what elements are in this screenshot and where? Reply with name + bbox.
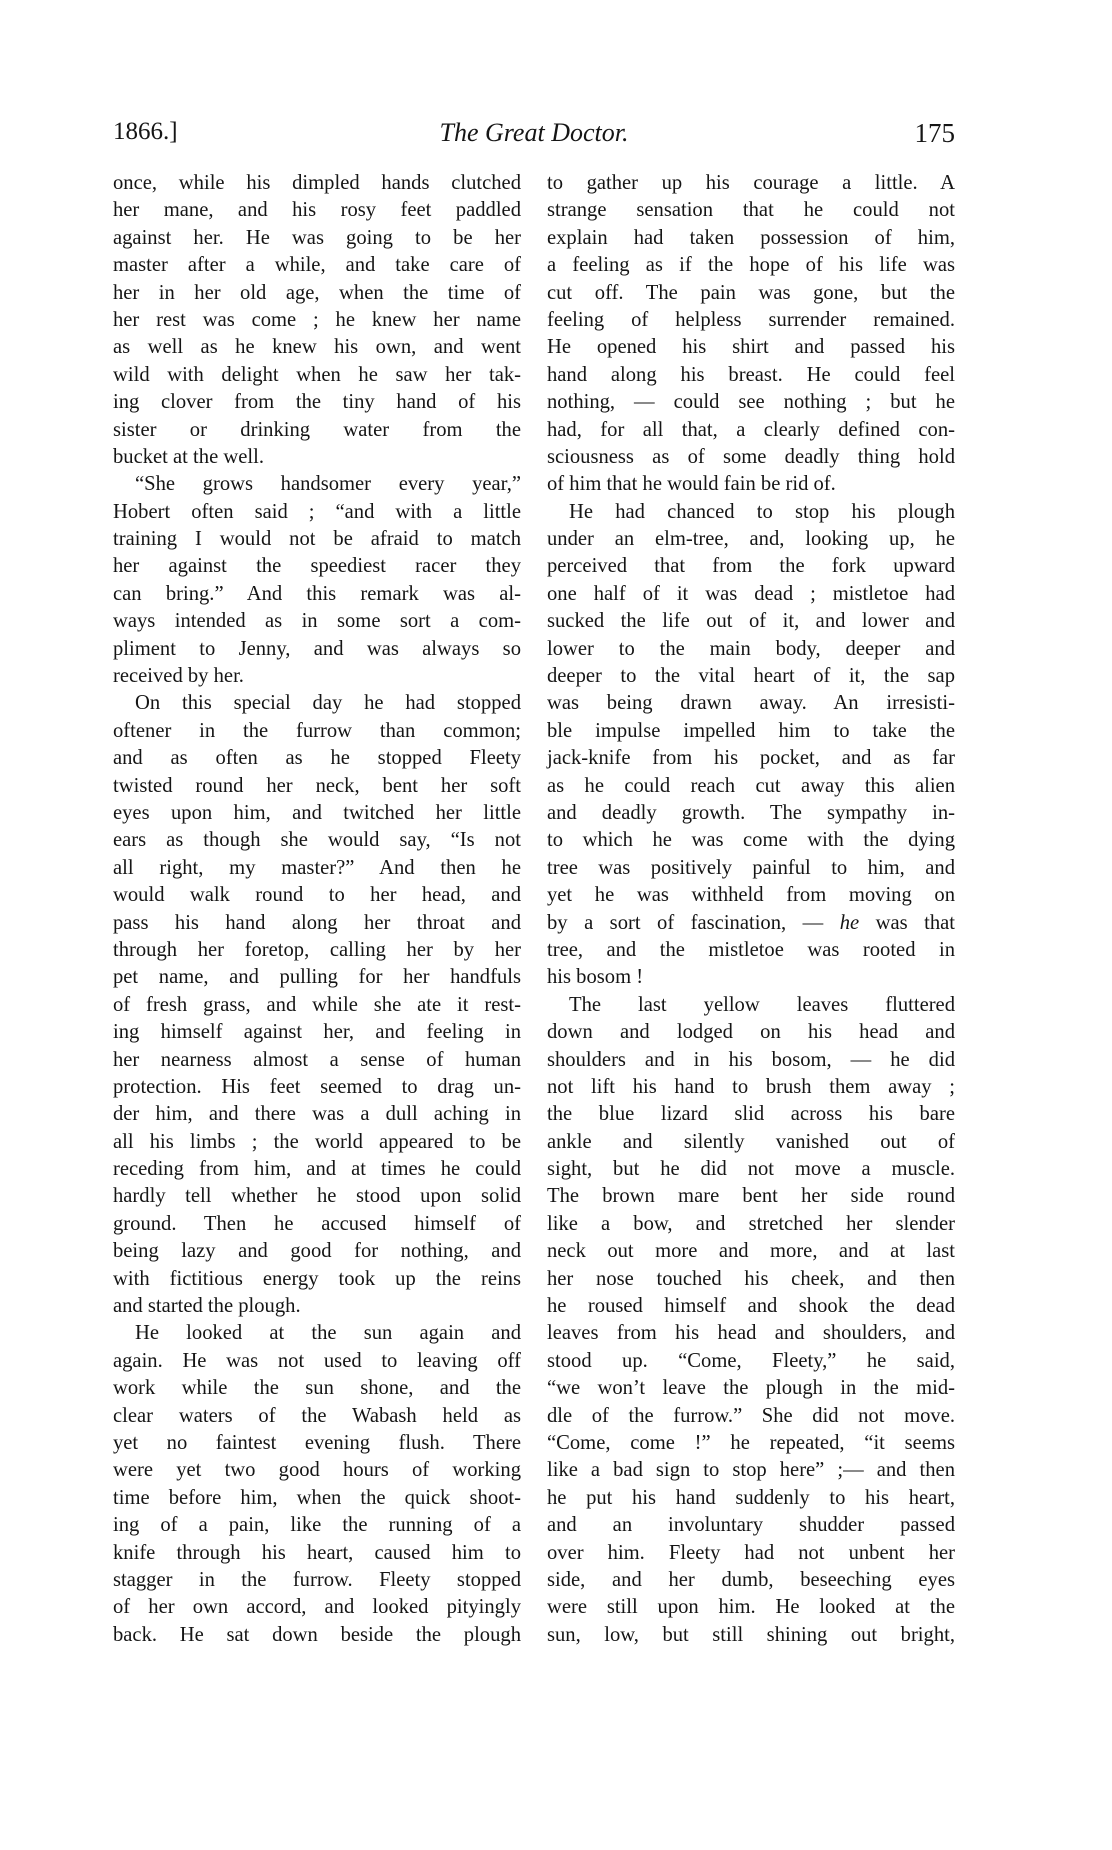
text-line: The last yellow leaves fluttered bbox=[569, 993, 955, 1016]
text-line: ways intended as in some sort a com- bbox=[113, 610, 521, 633]
text-line: all his limbs ; the world appeared to be bbox=[113, 1130, 521, 1153]
text-line: bucket at the well. bbox=[113, 445, 264, 468]
text-line: ankle and silently vanished out of bbox=[547, 1130, 955, 1153]
text-line: were yet two good hours of working bbox=[113, 1459, 521, 1482]
text-line: ble impulse impelled him to take the bbox=[547, 719, 955, 742]
text-line: under an elm-tree, and, looking up, he bbox=[547, 528, 955, 551]
text-line: her nearness almost a sense of human bbox=[113, 1048, 521, 1071]
text-line: sucked the life out of it, and lower and bbox=[547, 610, 955, 633]
text-line: pet name, and pulling for her handfuls bbox=[113, 966, 521, 989]
text-line: received by her. bbox=[113, 665, 244, 688]
text-line: again. He was not used to leaving off bbox=[113, 1349, 521, 1372]
text-line: once, while his dimpled hands clutched bbox=[113, 172, 521, 194]
text-line: was being drawn away. An irresisti- bbox=[547, 692, 955, 715]
text-line: cut off. The pain was gone, but the bbox=[547, 281, 955, 304]
text-line: all right, my master?” And then he bbox=[113, 856, 521, 879]
text-line: through her foretop, calling her by her bbox=[113, 938, 521, 961]
text-line: sciousness as of some deadly thing hold bbox=[547, 445, 955, 468]
text-line: The brown mare bent her side round bbox=[547, 1185, 955, 1208]
text-line: yet no faintest evening flush. There bbox=[113, 1431, 521, 1454]
text-line: as well as he knew his own, and went bbox=[113, 336, 521, 359]
text-line: hardly tell whether he stood upon solid bbox=[113, 1185, 521, 1208]
text-line: protection. His feet seemed to drag un- bbox=[113, 1075, 521, 1098]
text-line: On this special day he had stopped bbox=[135, 692, 521, 715]
text-line: master after a while, and take care of bbox=[113, 254, 521, 277]
text-line: of him that he would fain be rid of. bbox=[547, 473, 836, 496]
text-line: “She grows handsomer every year,” bbox=[135, 473, 521, 496]
text-line: shoulders and in his bosom, — he did bbox=[547, 1048, 955, 1071]
text-line: receding from him, and at times he could bbox=[113, 1158, 521, 1181]
text-line: and an involuntary shudder passed bbox=[547, 1514, 955, 1537]
text-line: deeper to the vital heart of it, the sap bbox=[547, 665, 955, 688]
text-line: the blue lizard slid across his bare bbox=[547, 1103, 955, 1126]
text-line: like a bad sign to stop here” ;— and then bbox=[547, 1459, 955, 1482]
text-column-right bbox=[547, 170, 955, 1649]
text-line: eyes upon him, and twitched her little bbox=[113, 801, 521, 824]
text-line: “we won’t leave the plough in the mid- bbox=[547, 1377, 955, 1400]
text-line: of her own accord, and looked pityingly bbox=[113, 1596, 521, 1619]
text-line: by a sort of fascination, — he was that bbox=[547, 911, 955, 934]
text-line: a feeling as if the hope of his life was bbox=[547, 254, 955, 277]
text-line: back. He sat down beside the plough bbox=[113, 1623, 521, 1646]
text-line: were still upon him. He looked at the bbox=[547, 1596, 955, 1619]
text-line: and as often as he stopped Fleety bbox=[113, 747, 521, 770]
text-line: and deadly growth. The sympathy in- bbox=[547, 801, 955, 824]
text-line: stood up. “Come, Fleety,” he said, bbox=[547, 1349, 955, 1372]
text-line: knife through his heart, caused him to bbox=[113, 1541, 521, 1564]
text-line: her nose touched his cheek, and then bbox=[547, 1267, 955, 1290]
text-line: side, and her dumb, beseeching eyes bbox=[547, 1568, 955, 1591]
text-line: not lift his hand to brush them away ; bbox=[547, 1075, 955, 1098]
text-line: jack-knife from his pocket, and as far bbox=[547, 747, 955, 770]
text-line: his bosom ! bbox=[547, 966, 644, 989]
text-line: one half of it was dead ; mistletoe had bbox=[547, 582, 955, 605]
text-line: neck out more and more, and at last bbox=[547, 1240, 955, 1263]
text-line: clear waters of the Wabash held as bbox=[113, 1404, 521, 1427]
text-line: yet he was withheld from moving on bbox=[547, 884, 955, 907]
text-line: against her. He was going to be her bbox=[113, 226, 521, 249]
text-line: oftener in the furrow than common; bbox=[113, 719, 521, 742]
text-line: sight, but he did not move a muscle. bbox=[547, 1158, 955, 1181]
text-line: with fictitious energy took up the reins bbox=[113, 1267, 521, 1290]
text-line: tree, and the mistletoe was rooted in bbox=[547, 938, 955, 961]
text-line: tree was positively painful to him, and bbox=[547, 856, 955, 879]
text-line: nothing, — could see nothing ; but he bbox=[547, 391, 955, 414]
text-line: leaves from his head and shoulders, and bbox=[547, 1322, 955, 1345]
text-line: her against the speediest racer they bbox=[113, 555, 521, 578]
text-line: sister or drinking water from the bbox=[113, 418, 521, 441]
text-line: as he could reach cut away this alien bbox=[547, 774, 955, 797]
text-line: over him. Fleety had not unbent her bbox=[547, 1541, 955, 1564]
text-column-left bbox=[113, 170, 521, 1649]
text-line: ground. Then he accused himself of bbox=[113, 1212, 521, 1235]
text-line: pliment to Jenny, and was always so bbox=[113, 637, 521, 660]
text-line: like a bow, and stretched her slender bbox=[547, 1212, 955, 1235]
text-line: “Come, come !” he repeated, “it seems bbox=[547, 1431, 955, 1454]
text-line: can bring.” And this remark was al- bbox=[113, 582, 521, 605]
running-header bbox=[113, 118, 955, 154]
text-line: ing of a pain, like the running of a bbox=[113, 1514, 521, 1537]
text-line: he roused himself and shook the dead bbox=[547, 1295, 955, 1318]
text-line: to gather up his courage a little. A bbox=[547, 172, 955, 194]
text-line: perceived that from the fork upward bbox=[547, 555, 955, 578]
page-number: 175 bbox=[914, 118, 955, 148]
text-line: stagger in the furrow. Fleety stopped bbox=[113, 1568, 521, 1591]
text-line: der him, and there was a dull aching in bbox=[113, 1103, 521, 1126]
header-title: The Great Doctor. bbox=[439, 118, 629, 147]
text-line: ing clover from the tiny hand of his bbox=[113, 391, 521, 414]
text-line: would walk round to her head, and bbox=[113, 884, 521, 907]
text-line: dle of the furrow.” She did not move. bbox=[547, 1404, 955, 1427]
text-line: ears as though she would say, “Is not bbox=[113, 829, 521, 852]
text-line: strange sensation that he could not bbox=[547, 199, 955, 222]
text-line: lower to the main body, deeper and bbox=[547, 637, 955, 660]
text-line: being lazy and good for nothing, and bbox=[113, 1240, 521, 1263]
text-line: Hobert often said ; “and with a little bbox=[113, 500, 521, 523]
text-line: explain had taken possession of him, bbox=[547, 226, 955, 249]
text-line: work while the sun shone, and the bbox=[113, 1377, 521, 1400]
text-line: sun, low, but still shining out bright, bbox=[547, 1623, 955, 1646]
text-line: her in her old age, when the time of bbox=[113, 281, 521, 304]
text-line: to which he was come with the dying bbox=[547, 829, 955, 852]
text-line: of fresh grass, and while she ate it rest- bbox=[113, 993, 521, 1016]
text-line: had, for all that, a clearly defined con- bbox=[547, 418, 955, 441]
text-line: her mane, and his rosy feet paddled bbox=[113, 199, 521, 222]
text-line: He looked at the sun again and bbox=[135, 1322, 521, 1345]
text-line: He opened his shirt and passed his bbox=[547, 336, 955, 359]
header-year: 1866.] bbox=[113, 118, 178, 145]
text-line: hand along his breast. He could feel bbox=[547, 363, 955, 386]
text-line: twisted round her neck, bent her soft bbox=[113, 774, 521, 797]
text-line: he put his hand suddenly to his heart, bbox=[547, 1486, 955, 1509]
text-line: ing himself against her, and feeling in bbox=[113, 1021, 521, 1044]
text-line: He had chanced to stop his plough bbox=[569, 500, 955, 523]
text-line: her rest was come ; he knew her name bbox=[113, 308, 521, 331]
text-line: and started the plough. bbox=[113, 1295, 301, 1318]
text-line: pass his hand along her throat and bbox=[113, 911, 521, 934]
text-line: time before him, when the quick shoot- bbox=[113, 1486, 521, 1509]
text-line: down and lodged on his head and bbox=[547, 1021, 955, 1044]
text-line: training I would not be afraid to match bbox=[113, 528, 521, 551]
text-line: feeling of helpless surrender remained. bbox=[547, 308, 955, 331]
text-line: wild with delight when he saw her tak- bbox=[113, 363, 521, 386]
